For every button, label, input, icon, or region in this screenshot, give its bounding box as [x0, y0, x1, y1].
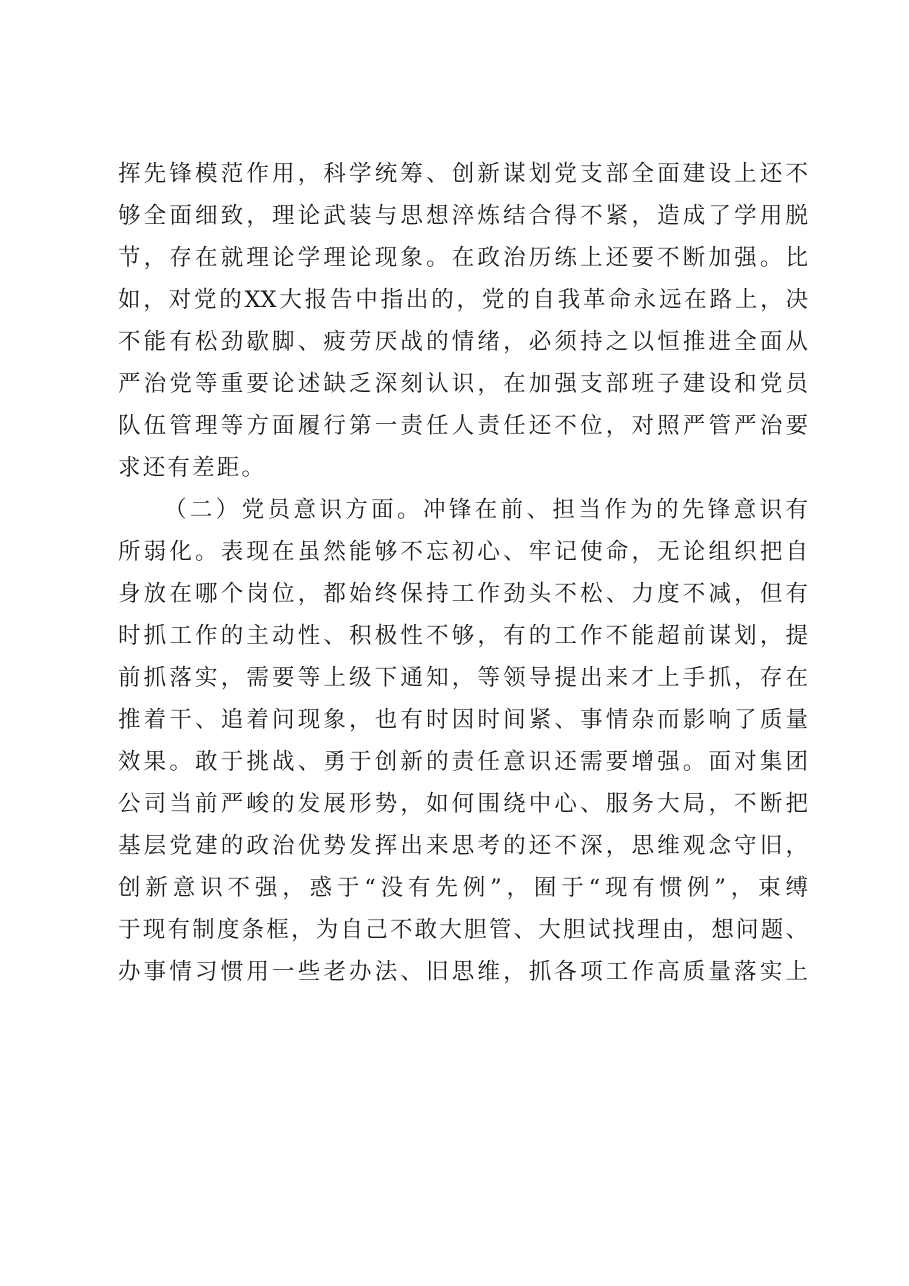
text-line: 前抓落实，需要等上级下通知，等领导提出来才上手抓，存在 — [118, 665, 808, 691]
document-body — [118, 153, 808, 993]
text-line: 身放在哪个岗位，都始终保持工作劲头不松、力度不减，但有 — [118, 581, 808, 607]
text-line: 如，对党的XX大报告中指出的，党的自我革命永远在路上，决 — [118, 287, 808, 313]
text-line: 挥先锋模范作用，科学统筹、创新谋划党支部全面建设上还不 — [118, 161, 808, 187]
text-line: （二）党员意识方面。冲锋在前、担当作为的先锋意识有 — [164, 497, 808, 523]
text-line: 求还有差距。 — [118, 455, 267, 481]
text-line: 队伍管理等方面履行第一责任人责任还不位，对照严管严治要 — [118, 413, 808, 439]
text-line: 推着干、追着问现象，也有时因时间紧、事情杂而影响了质量 — [118, 707, 808, 733]
text-line: 基层党建的政治优势发挥出来思考的还不深，思维观念守旧， — [118, 833, 808, 859]
text-line: 创新意识不强，惑于“没有先例”，囿于“现有惯例”，束缚 — [118, 875, 808, 901]
text-line: 公司当前严峻的发展形势，如何围绕中心、服务大局，不断把 — [118, 791, 808, 817]
text-line: 严治党等重要论述缺乏深刻认识，在加强支部班子建设和党员 — [118, 371, 808, 397]
text-line: 够全面细致，理论武装与思想淬炼结合得不紧，造成了学用脱 — [118, 203, 808, 229]
text-line: 所弱化。表现在虽然能够不忘初心、牢记使命，无论组织把自 — [118, 539, 808, 565]
text-line: 于现有制度条框，为自己不敢大胆管、大胆试找理由，想问题、 — [118, 917, 808, 943]
text-line: 不能有松劲歇脚、疲劳厌战的情绪，必须持之以恒推进全面从 — [118, 329, 808, 355]
paragraph-2 — [118, 489, 808, 993]
text-line: 节，存在就理论学理论现象。在政治历练上还要不断加强。比 — [118, 245, 808, 271]
text-line: 办事情习惯用一些老办法、旧思维，抓各项工作高质量落实上 — [118, 959, 808, 985]
text-line: 时抓工作的主动性、积极性不够，有的工作不能超前谋划，提 — [118, 623, 808, 649]
paragraph-1 — [118, 153, 808, 489]
text-line: 效果。敢于挑战、勇于创新的责任意识还需要增强。面对集团 — [118, 749, 808, 775]
